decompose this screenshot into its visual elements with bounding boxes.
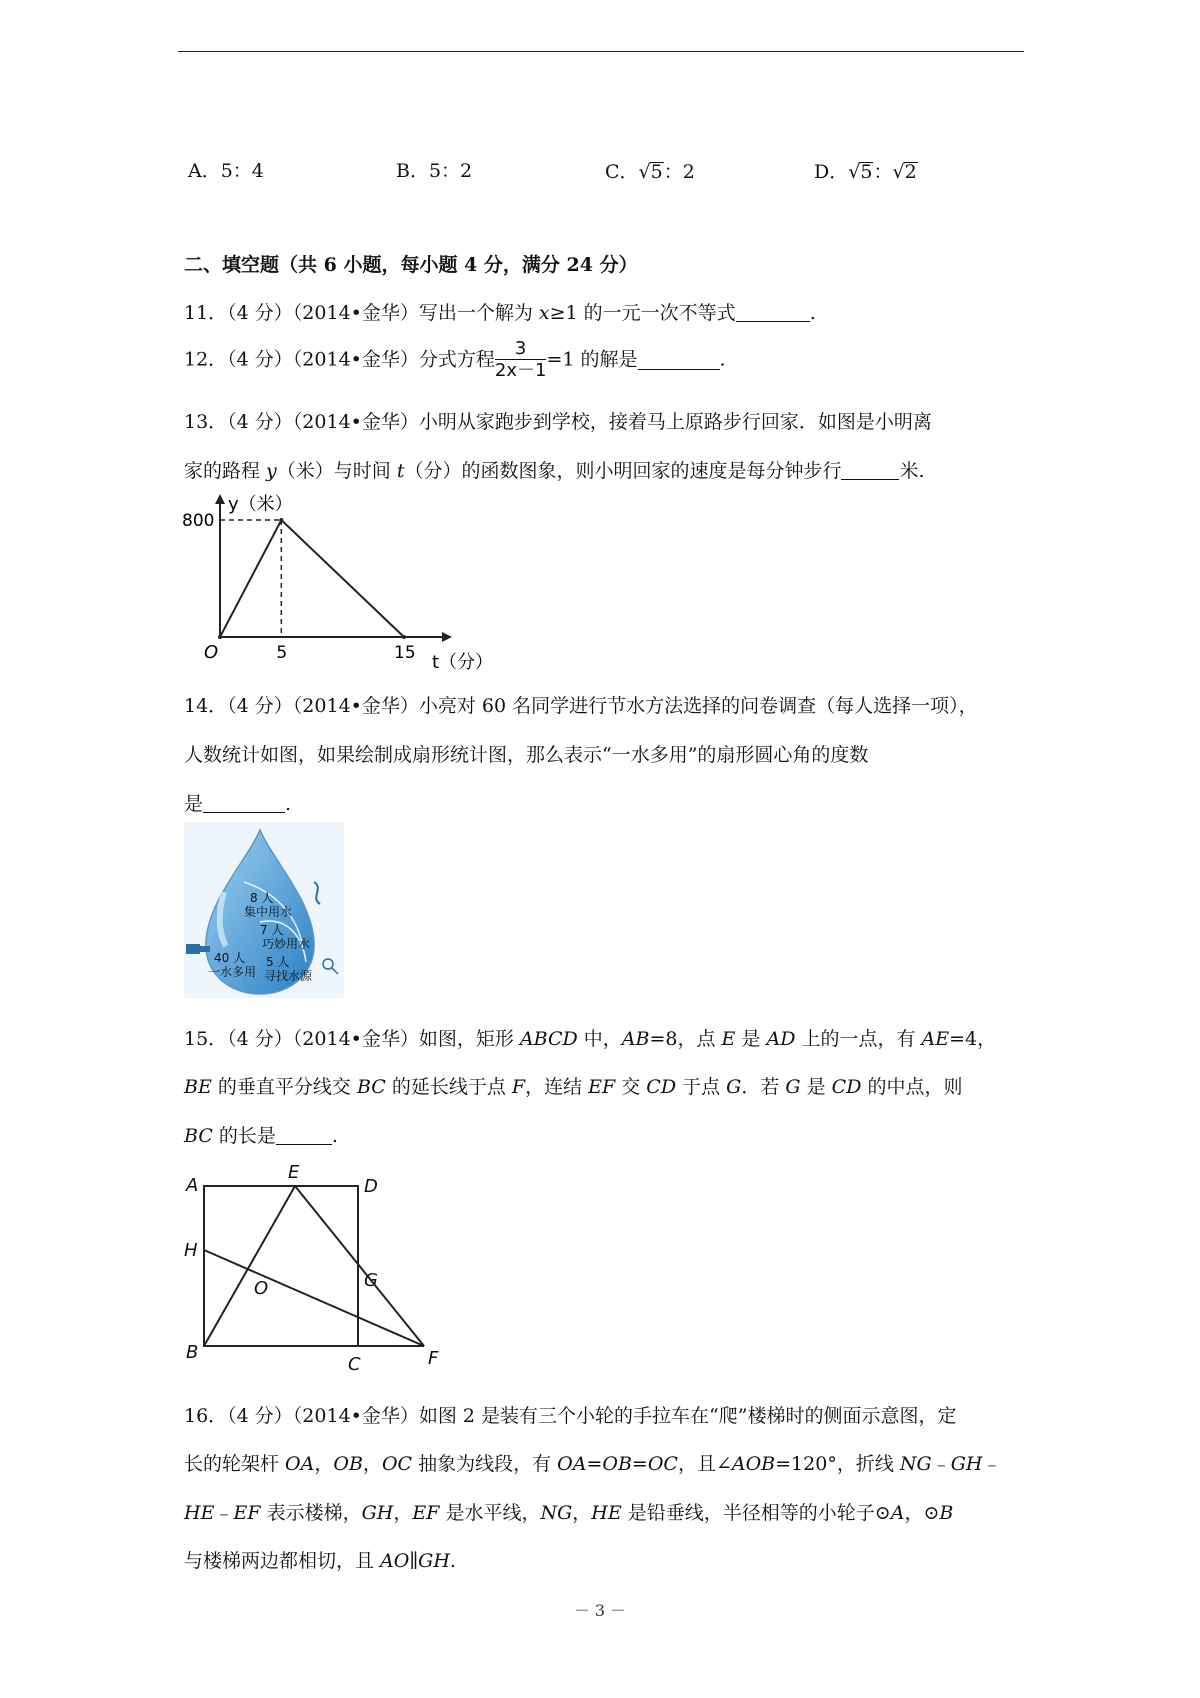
drop-label: 集中用水: [244, 905, 293, 919]
answer-blank-15: [276, 1126, 332, 1145]
option-a: A．5：4: [188, 160, 264, 182]
drop-label: 8 人: [250, 891, 274, 905]
section-title: 二、填空题（共 6 小题，每小题 4 分，满分 24 分）: [184, 254, 638, 276]
drop-label: 寻找水源: [264, 969, 313, 983]
drop-label: 一水多用: [208, 965, 257, 979]
data-point: [218, 635, 222, 639]
x-tick-label: 5: [276, 643, 288, 663]
option-b: B．5：2: [396, 160, 473, 182]
geometry-figure: [176, 1158, 446, 1378]
segment-be: [204, 1186, 295, 1346]
origin-label: O: [204, 642, 219, 663]
x-axis-arrow: [442, 632, 452, 642]
point-label-e: E: [288, 1162, 300, 1183]
point-label-b: B: [186, 1342, 199, 1363]
x-tick-label: 15: [394, 643, 416, 663]
question-13-line1: 13．（4 分）（2014•金华）小明从家跑步到学校，接着马上原路步行回家．如图是小明离: [184, 411, 932, 433]
question-16-line2: 长的轮架杆 OA，OB，OC 抽象为线段，有 OA=OB=OC，且∠AOB=120°，折线 NG﹣GH﹣: [184, 1453, 1002, 1475]
question-12: 12．（4 分）（2014•金华）分式方程 $\frac{3}{2x-1}$ =1 的解是 .: [184, 338, 726, 381]
drop-label: 巧妙用水: [262, 937, 311, 951]
data-point: [279, 518, 283, 522]
question-15-line3: BC 的长是 .: [184, 1125, 338, 1147]
water-drop-figure: [184, 822, 344, 998]
question-11: 11．（4 分）（2014•金华）写出一个解为 x≥1 的一元一次不等式 .: [184, 302, 816, 324]
answer-blank-14: [203, 794, 285, 813]
question-14-line1: 14．（4 分）（2014•金华）小亮对 60 名同学进行节水方法选择的问卷调查（每人选择一项），: [184, 695, 978, 717]
segment-ef: [295, 1186, 424, 1346]
point-label-c: C: [348, 1354, 361, 1375]
segment-hf: [204, 1250, 424, 1346]
header-rule: [178, 51, 1024, 52]
page-number: － 3 －: [573, 1601, 627, 1620]
data-point: [402, 635, 406, 639]
question-16-line1: 16．（4 分）（2014•金华）如图 2 是装有三个小轮的手拉车在“爬”楼梯时的侧面示意图，定: [184, 1405, 957, 1427]
option-d: D．√5：√2: [814, 161, 917, 183]
point-label-g: G: [364, 1270, 378, 1291]
point-label-d: D: [364, 1176, 378, 1197]
point-label-a: A: [186, 1175, 199, 1196]
question-15-line1: 15．（4 分）（2014•金华）如图，矩形 ABCD 中，AB=8，点 E 是 AD 上的一点，有 AE=4，: [184, 1028, 997, 1050]
series-line: [220, 520, 404, 637]
y-axis-label: y（米）: [228, 494, 293, 515]
question-14-line2: 人数统计如图，如果绘制成扇形统计图，那么表示“一水多用”的扇形圆心角的度数: [184, 744, 869, 766]
fraction: $\frac{3}{2x-1}$: [494, 338, 547, 381]
question-16-line3: HE﹣EF 表示楼梯，GH，EF 是水平线，NG，HE 是铅垂线，半径相等的小轮子⊙A，⊙B: [184, 1502, 954, 1524]
point-label-f: F: [428, 1348, 439, 1369]
y-tick-label: 800: [182, 511, 215, 531]
point-label-o: O: [254, 1278, 269, 1299]
answer-blank-13: [841, 461, 899, 480]
y-axis-arrow: [215, 494, 225, 504]
question-13-line2: 家的路程 y（米）与时间 t（分）的函数图象，则小明回家的速度是每分钟步行 米.: [184, 460, 925, 482]
drop-label: 5 人: [266, 955, 290, 969]
function-graph: [180, 490, 494, 680]
point-label-h: H: [184, 1240, 198, 1261]
question-16-line4: 与楼梯两边都相切，且 AO∥GH.: [184, 1550, 456, 1572]
question-14-line3: 是 .: [184, 793, 292, 815]
option-c: C．√5：2: [605, 161, 695, 183]
drop-label: 7 人: [260, 923, 284, 937]
drop-label: 40 人: [214, 951, 246, 965]
faucet-icon: [186, 944, 200, 954]
x-axis-label: t（分）: [432, 652, 494, 673]
question-15-line2: BE 的垂直平分线交 BC 的延长线于点 F，连结 EF 交 CD 于点 G．若 G 是 CD 的中点，则: [184, 1076, 963, 1098]
answer-blank-12: [638, 351, 720, 370]
answer-blank-11: [736, 303, 810, 322]
